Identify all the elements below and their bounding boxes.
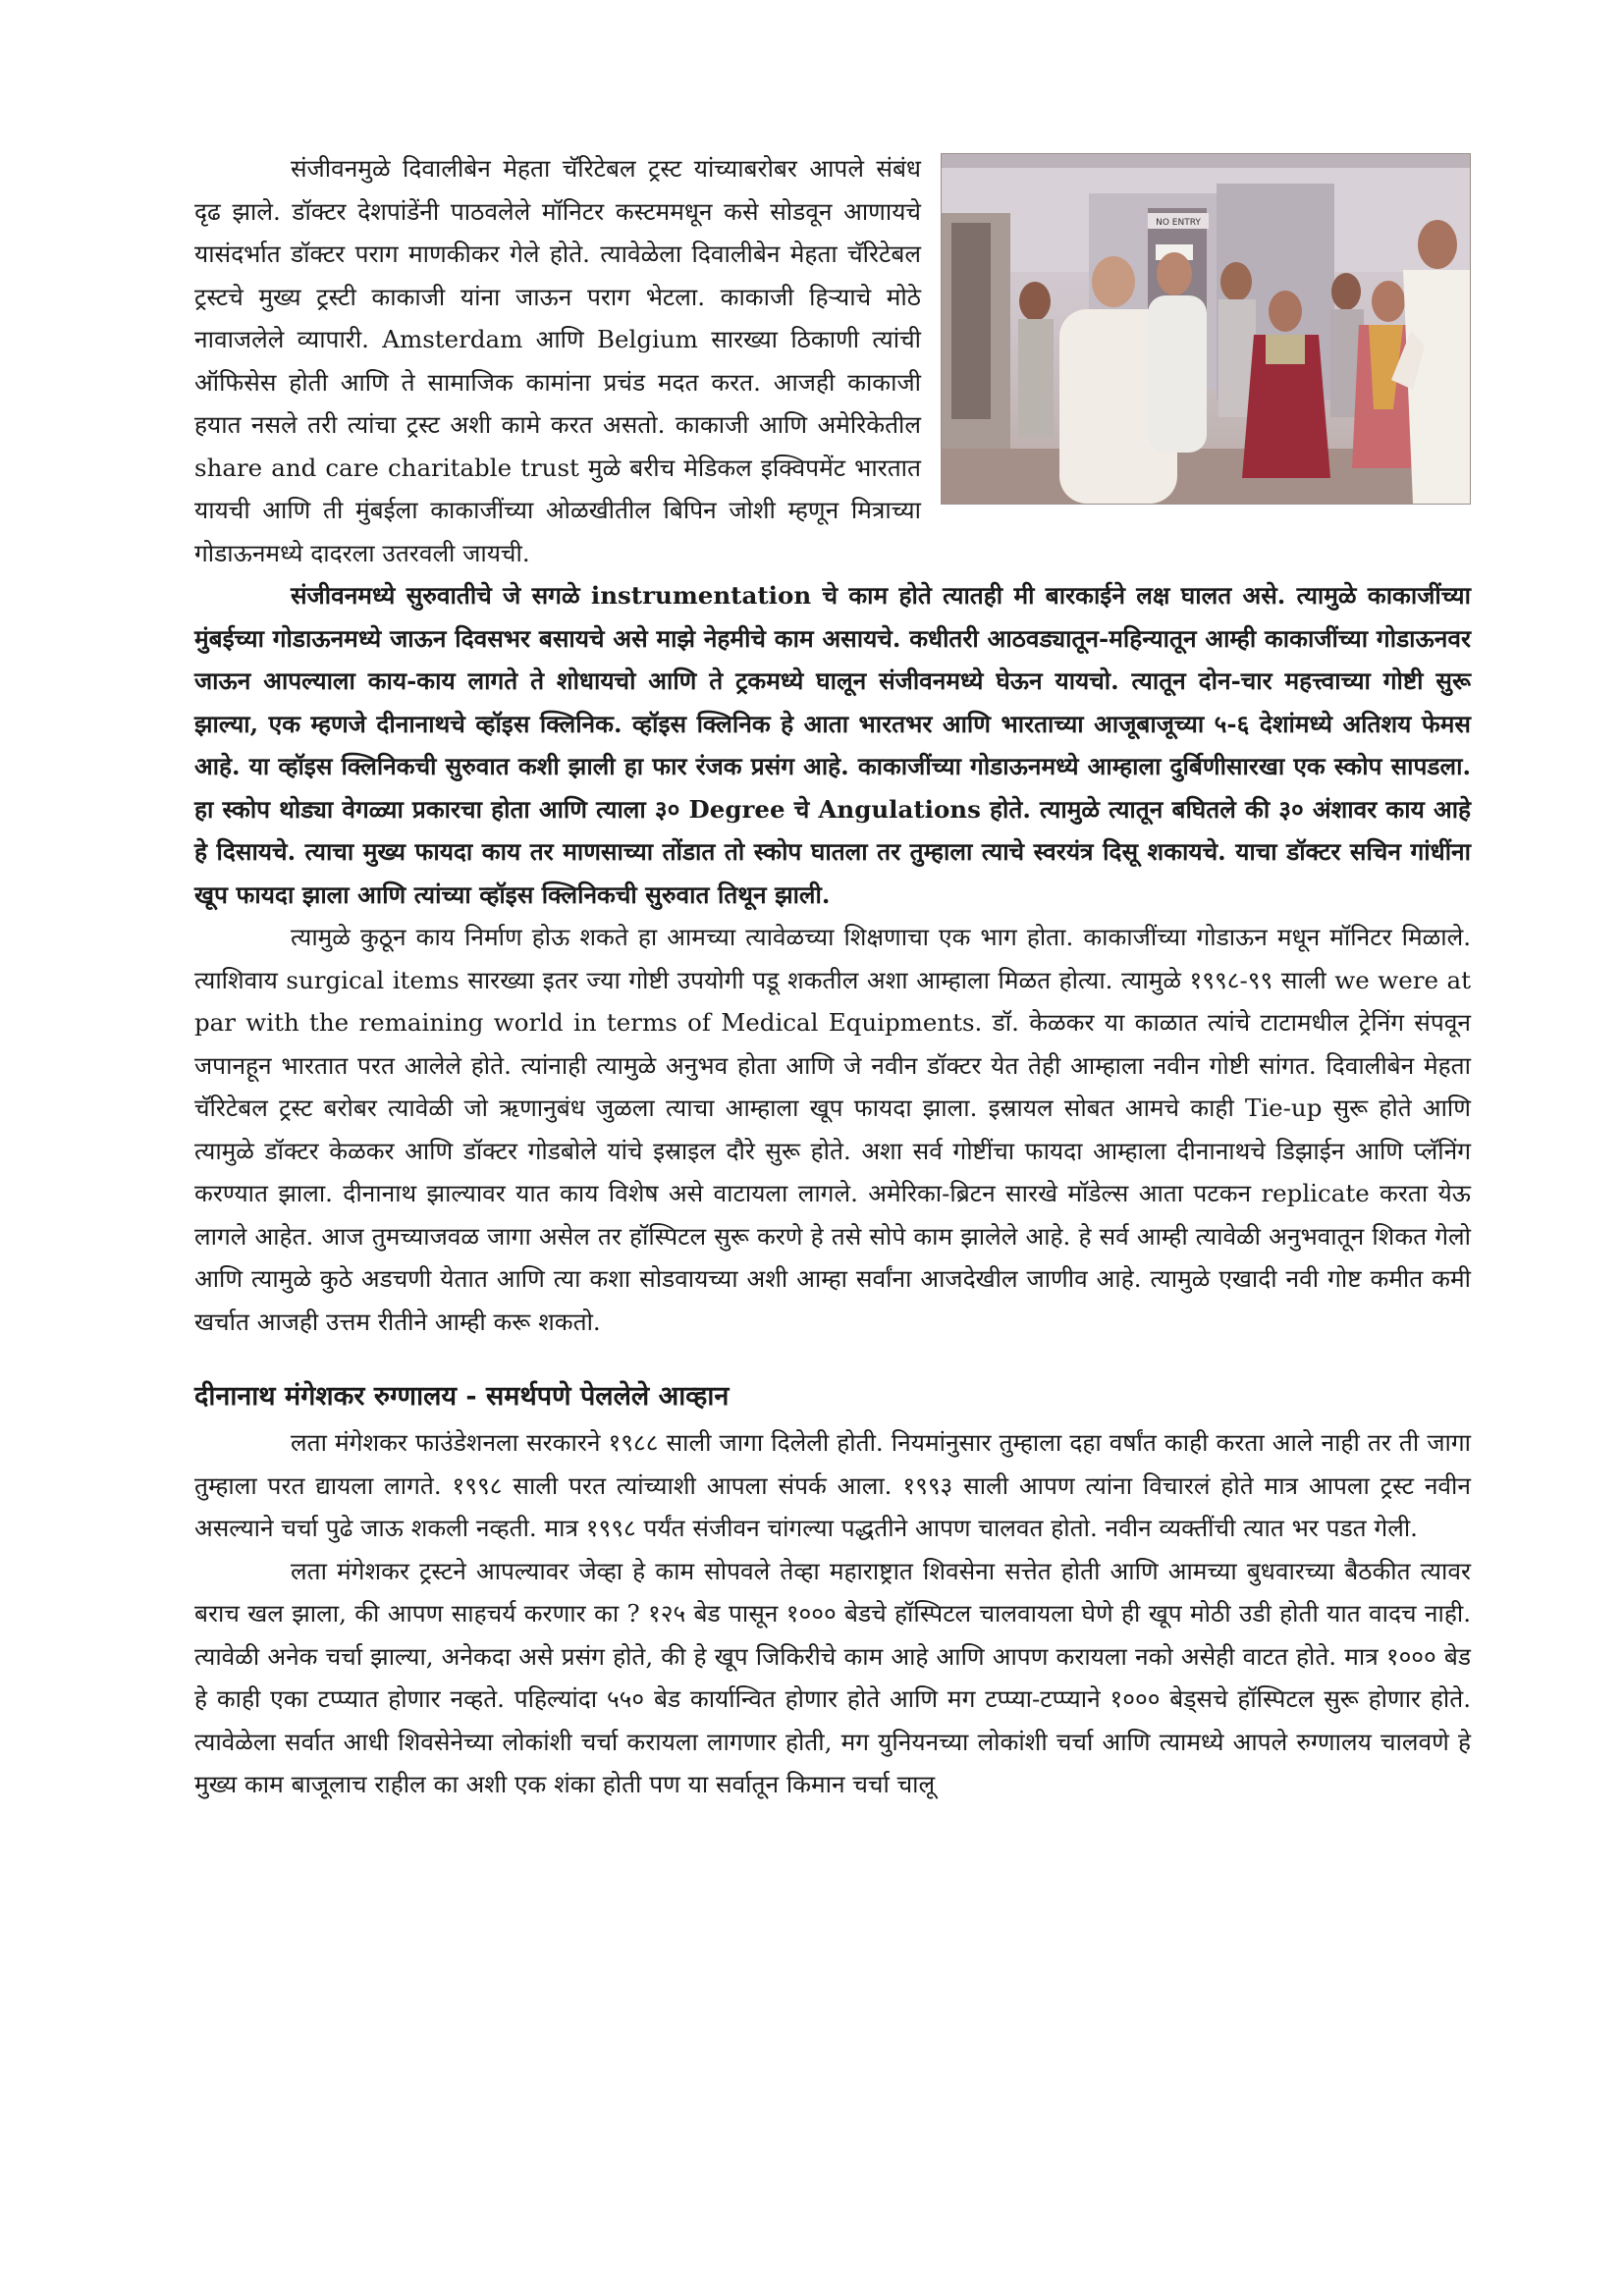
photo-illustration	[942, 154, 1470, 504]
photo-sign-text: NO ENTRY	[1156, 218, 1201, 228]
section-heading: दीनानाथ मंगेशकर रुग्णालय - समर्थपणे पेललेले आव्हान	[194, 1381, 730, 1412]
page-content	[194, 147, 1471, 1806]
group-photo	[941, 153, 1471, 505]
paragraph-5: लता मंगेशकर ट्रस्टने आपल्यावर जेव्हा हे काम सोपवले तेव्हा महाराष्ट्रात शिवसेना सत्तेत होती आणि आमच्या बुधवारच्या बैठकीत त्यावर बराच खल झाला, की आपण साहचर्य करणार का ? १२५ बेड पासून १००० बेडचे हॉस्पिटल चालवायला घेणे ही खूप मोठी उडी होती यात वादच नाही. त्यावेळी अनेक चर्चा झाल्या, अनेकदा असे प्रसंग होते, की हे खूप जिकिरीचे काम आहे आणि आपण करायला नको असेही वाटत होते. मात्र १००० बेड हे काही एका टप्प्यात होणार नव्हते. पहिल्यांदा ५५० बेड कार्यान्वित होणार होते आणि मग टप्प्या-टप्प्याने १००० बेड्सचे हॉस्पिटल सुरू होणार होते. त्यावेळेला सर्वात आधी शिवसेनेच्या लोकांशी चर्चा करायला लागणार होती, मग युनियनच्या लोकांशी चर्चा आणि त्यामध्ये आपले रुग्णालय चालवणे हे मुख्य काम बाजूलाच राहील का अशी एक शंका होती पण या सर्वातून किमान चर्चा चालू	[194, 1556, 1471, 1798]
paragraph-4: लता मंगेशकर फाउंडेशनला सरकारने १९८८ साली जागा दिलेली होती. नियमांनुसार तुम्हाला दहा वर्षांत काही करता आले नाही तर ती जागा तुम्हाला परत द्यायला लागते. १९९८ साली परत त्यांच्याशी आपला संपर्क आला. १९९३ साली आपण त्यांना विचारलं होते मात्र आपला ट्रस्ट नवीन असल्याने चर्चा पुढे जाऊ शकली नव्हती. मात्र १९९८ पर्यंत संजीवन चांगल्या पद्धतीने आपण चालवत होतो. नवीन व्यक्तींची त्यात भर पडत गेली.	[194, 1428, 1471, 1542]
paragraph-1: संजीवनमुळे दिवालीबेन मेहता चॅरिटेबल ट्रस्ट यांच्याबरोबर आपले संबंध दृढ झाले. डॉक्टर देशपांडेंनी पाठवलेले मॉनिटर कस्टममधून कसे सोडवून आणायचे यासंदर्भात डॉक्टर पराग माणकीकर गेले होते. त्यावेळेला दिवालीबेन मेहता चॅरिटेबल ट्रस्टचे मुख्य ट्रस्टी काकाजी यांना जाऊन पराग भेटला. काकाजी हिऱ्याचे मोठे नावाजलेले व्यापारी. Amsterdam आणि Belgium सारख्या ठिकाणी त्यांची ऑफिसेस होती आणि ते सामाजिक कामांना प्रचंड मदत करत. आजही काकाजी हयात नसले तरी त्यांचा ट्रस्ट अशी कामे करत असतो. काकाजी आणि अमेरिकेतील share and care charitable trust मुळे बरीच मेडिकल इक्विपमेंट भारतात यायची आणि ती मुंबईला काकाजींच्या ओळखीतील बिपिन जोशी म्हणून मित्राच्या गोडाऊनमध्ये दादरला उतरवली जायची.	[194, 154, 921, 567]
paragraph-2: संजीवनमध्ये सुरुवातीचे जे सगळे instrumentation चे काम होते त्यातही मी बारकाईने लक्ष घालत असे. त्यामुळे काकाजींच्या मुंबईच्या गोडाऊनमध्ये जाऊन दिवसभर बसायचे असे माझे नेहमीचे काम असायचे. कधीतरी आठवड्यातून-महिन्यातून आम्ही काकाजींच्या गोडाऊनवर जाऊन आपल्याला काय-काय लागते ते शोधायचो आणि ते ट्रकमध्ये घालून संजीवनमध्ये घेऊन यायचो. त्यातून दोन-चार महत्त्वाच्या गोष्टी सुरू झाल्या, एक म्हणजे दीनानाथचे व्हॉइस क्लिनिक. व्हॉइस क्लिनिक हे आता भारतभर आणि भारताच्या आजूबाजूच्या ५-६ देशांमध्ये अतिशय फेमस आहे. या व्हॉइस क्लिनिकची सुरुवात कशी झाली हा फार रंजक प्रसंग आहे. काकाजींच्या गोडाऊनमध्ये आम्हाला दुर्बिणीसारखा एक स्कोप सापडला. हा स्कोप थोड्या वेगळ्या प्रकारचा होता आणि त्याला ३० Degree चे Angulations होते. त्यामुळे त्यातून बघितले की ३० अंशावर काय आहे हे दिसायचे. त्याचा मुख्य फायदा काय तर माणसाच्या तोंडात तो स्कोप घातला तर तुम्हाला त्याचे स्वरयंत्र दिसू शकायचे. याचा डॉक्टर सचिन गांधींना खूप फायदा झाला आणि त्यांच्या व्हॉइस क्लिनिकची सुरुवात तिथून झाली.	[194, 581, 1471, 909]
paragraph-3: त्यामुळे कुठून काय निर्माण होऊ शकते हा आमच्या त्यावेळच्या शिक्षणाचा एक भाग होता. काकाजींच्या गोडाऊन मधून मॉनिटर मिळाले. त्याशिवाय surgical items सारख्या इतर ज्या गोष्टी उपयोगी पडू शकतील अशा आम्हाला मिळत होत्या. त्यामुळे १९९८-९९ साली we were at par with the remaining world in terms of Medical Equipments. डॉ. केळकर या काळात त्यांचे टाटामधील ट्रेनिंग संपवून जपानहून भारतात परत आलेले होते. त्यांनाही त्यामुळे अनुभव होता आणि जे नवीन डॉक्टर येत तेही आम्हाला नवीन गोष्टी सांगत. दिवालीबेन मेहता चॅरिटेबल ट्रस्ट बरोबर त्यावेळी जो ऋणानुबंध जुळला त्याचा आम्हाला खूप फायदा झाला. इस्रायल सोबत आमचे काही Tie-up सुरू होते आणि त्यामुळे डॉक्टर केळकर आणि डॉक्टर गोडबोले यांचे इस्राइल दौरे सुरू होते. अशा सर्व गोष्टींचा फायदा आम्हाला दीनानाथचे डिझाईन आणि प्लॅनिंग करण्यात झाला. दीनानाथ झाल्यावर यात काय विशेष असे वाटायला लागले. अमेरिका-ब्रिटन सारखे मॉडेल्स आता पटकन replicate करता येऊ लागले आहेत. आज तुमच्याजवळ जागा असेल तर हॉस्पिटल सुरू करणे हे तसे सोपे काम झालेले आहे. हे सर्व आम्ही त्यावेळी अनुभवातून शिकत गेलो आणि त्यामुळे कुठे अडचणी येतात आणि त्या कशा सोडवायच्या अशी आम्हा सर्वांना आजदेखील जाणीव आहे. त्यामुळे एखादी नवी गोष्ट कमीत कमी खर्चात आजही उत्तम रीतीने आम्ही करू शकतो.	[194, 923, 1471, 1336]
